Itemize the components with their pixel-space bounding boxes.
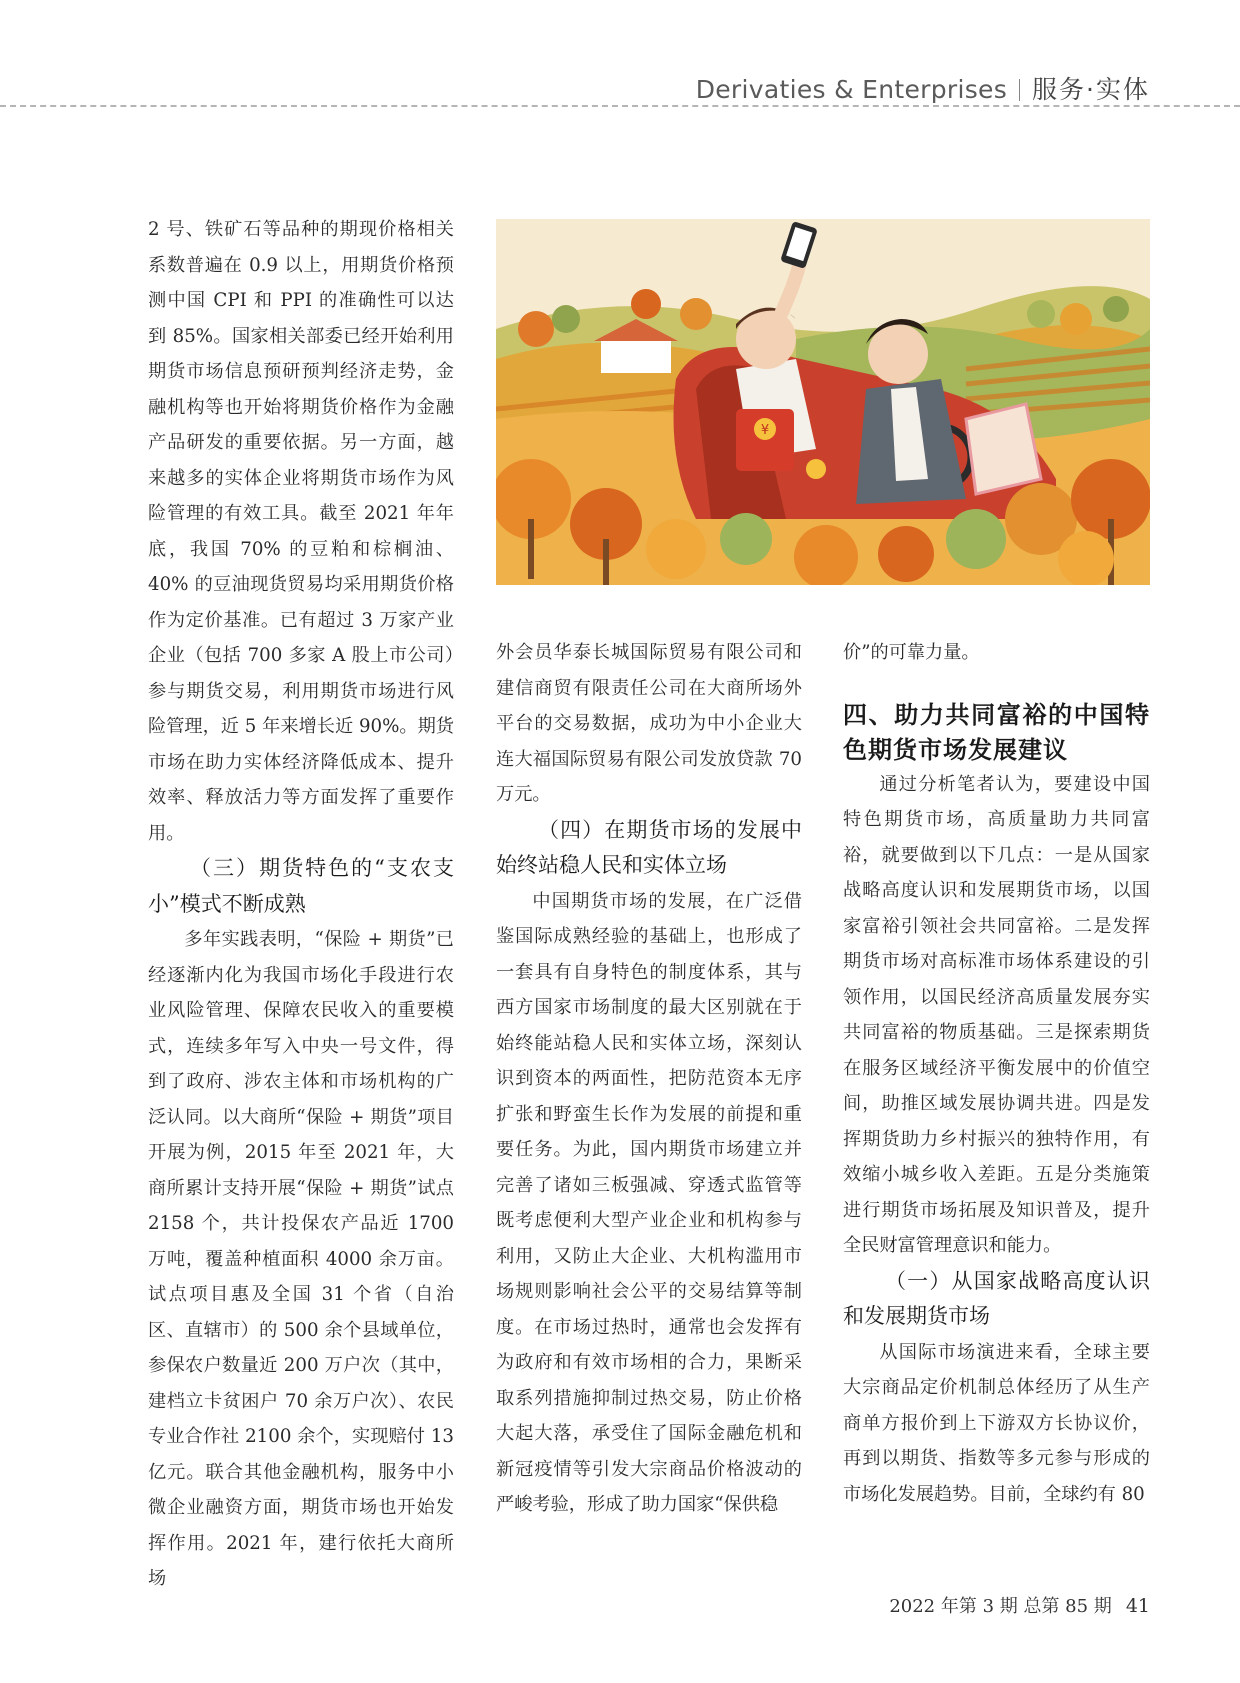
subheading: （四）在期货市场的发展中始终站稳人民和实体立场 [496,817,802,877]
paragraph: 通过分析笔者认为，要建设中国特色期货市场，高质量助力共同富裕，就要做到以下几点：一是从国家战略高度认识和发展期货市场，以国家富裕引领社会共同富裕。二是发挥期货市场对高标准市场体系建设的引领作用，以国民经济高质量发展夯实共同富裕的物质基础。三是探索期货在服务区域经济平衡发展中的价值空间，助推区域发展协调共进。四是发挥期货助力乡村振兴的独特作用，有效缩小城乡收入差距。五是分类施策进行期货市场拓展及知识普及，提升全民财富管理意识和能力。 [843,773,1150,1256]
header-dashed-rule [0,105,1240,107]
section-title-zh: 服务·实体 [1032,75,1150,104]
paragraph: 从国际市场演进来看，全球主要大宗商品定价机制总体经历了从生产商单方报价到上下游双方长协议价，再到以期货、指数等多元参与形成的市场化发展趋势。目前，全球约有 80 [843,1341,1150,1505]
illustration [496,219,1150,585]
text-column-1 [148,212,454,1597]
text-column-2 [496,635,802,1523]
subheading: （一）从国家战略高度认识和发展期货市场 [843,1268,1150,1328]
envelope-yuan-symbol: ¥ [760,423,770,438]
page-number: 41 [1125,1595,1150,1617]
page-header [0,0,1240,108]
paragraph: 多年实践表明，“保险 + 期货”已经逐渐内化为我国市场化手段进行农业风险管理、保障农民收入的重要模式，连续多年写入中央一号文件，得到了政府、涉农主体和市场机构的广泛认同。以大商所“保险 + 期货”项目开展为例，2015 年至 2021 年，大商所累计支持开展“保险 + 期货”试点 2158 个，共计投保农产品近 1700 万吨，覆盖种植面积 4000 余万亩。试点项目惠及全国 31 个省（自治区、直辖市）的 500 余个县域单位，参保农户数量近 200 万户次（其中，建档立卡贫困户 70 余万户次）、农民专业合作社 2100 余个，实现赔付 13 亿元。联合其他金融机构，服务中小微企业融资方面，期货市场也开始发挥作用。2021 年，建行依托大商所场 [148,929,454,1589]
paragraph: 外会员华泰长城国际贸易有限公司和建信商贸有限责任公司在大商所场外平台的交易数据，成功为中小企业大连大福国际贸易有限公司发放贷款 70 万元。 [496,642,802,805]
text-column-3 [843,635,1150,1512]
two-men-driving-autumn-fields-illustration [496,219,1150,585]
running-header [696,70,1150,106]
paragraph: 2 号、铁矿石等品种的期现价格相关系数普遍在 0.9 以上，用期货价格预测中国 CPI 和 PPI 的准确性可以达到 85%。国家相关部委已经开始利用期货市场信息预研预判经济走势，金融机构等也开始将期货价格作为金融产品研发的重要依据。另一方面，越来越多的实体企业将期货市场作为风险管理的有效工具。截至 2021 年年底，我国 70% 的豆粕和棕榈油、40% 的豆油现货贸易均采用期货价格作为定价基准。已有超过 3 万家产业企业（包括 700 多家 A 股上市公司）参与期货交易，利用期货市场进行风险管理，近 5 年来增长近 90%。期货市场在助力实体经济降低成本、提升效率、释放活力等方面发挥了重要作用。 [148,219,454,844]
subheading: （三）期货特色的“支农支小”模式不断成熟 [148,856,454,916]
issue-info: 2022 年第 3 期 总第 85 期 [889,1596,1112,1617]
section-title-en: Derivaties & Enterprises [695,75,1008,104]
header-divider [1019,79,1020,101]
page-footer [889,1592,1150,1618]
paragraph: 中国期货市场的发展，在广泛借鉴国际成熟经验的基础上，也形成了一套具有自身特色的制度体系，其与西方国家市场制度的最大区别就在于始终能站稳人民和实体立场，深刻认识到资本的两面性，把防范资本无序扩张和野蛮生长作为发展的前提和重要任务。为此，国内期货市场建立并完善了诸如三板强减、穿透式监管等既考虑便利大型产业企业和机构参与利用，又防止大企业、大机构滥用市场规则影响社会公平的交易结算等制度。在市场过热时，通常也会发挥有为政府和有效市场相的合力，果断采取系列措施抑制过热交易，防止价格大起大落，承受住了国际金融危机和新冠疫情等引发大宗商品价格波动的严峻考验，形成了助力国家“保供稳 [496,890,802,1515]
paragraph: 价”的可靠力量。 [843,642,980,663]
section-heading: 四、助力共同富裕的中国特色期货市场发展建议 [843,699,1150,764]
